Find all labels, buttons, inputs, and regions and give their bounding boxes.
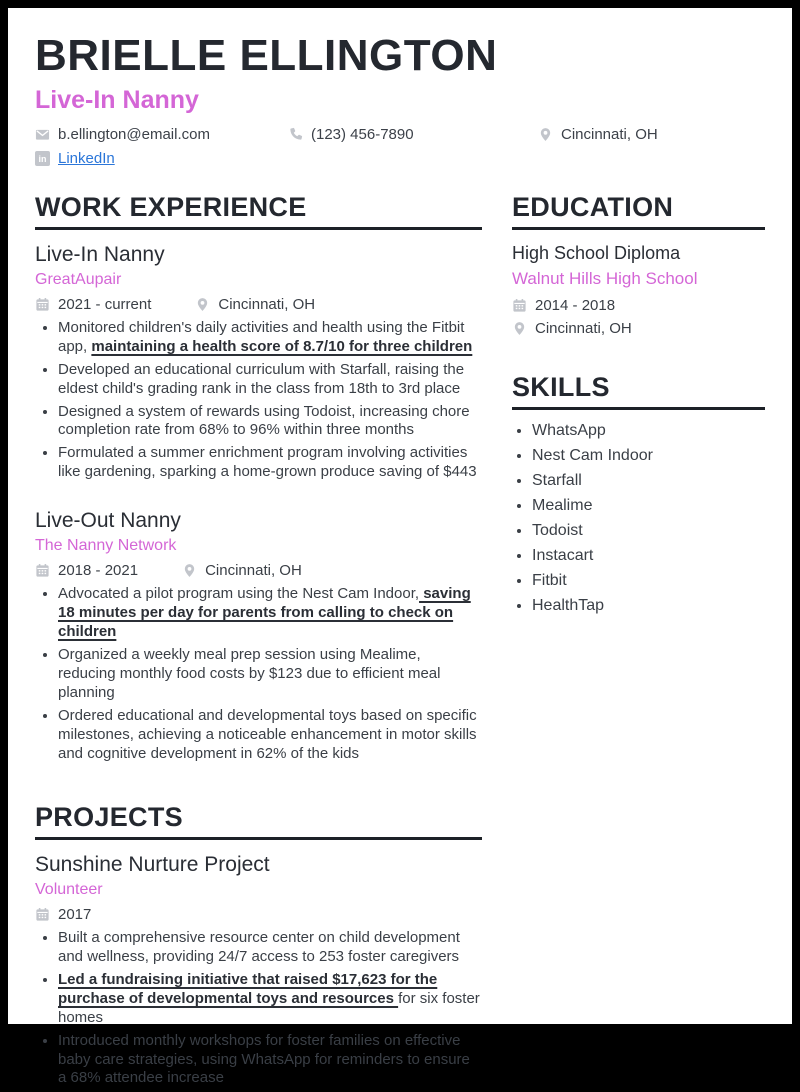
job-list	[35, 242, 482, 764]
project-bullets	[35, 929, 482, 1088]
education-meta	[512, 297, 765, 337]
job-location	[182, 562, 302, 579]
job-organization: GreatAupair	[35, 270, 122, 288]
contact-phone-text: (123) 456-7890	[311, 126, 414, 144]
bullet-highlight: maintaining a health score of 8.7/10 for three children	[91, 337, 473, 355]
bullet-text: Advocated a pilot program using the Nest Cam Indoor,	[58, 585, 420, 603]
education-school: Walnut Hills High School	[512, 269, 698, 289]
bullet-highlight: saving 18 minutes per day for parents from calling to check on children	[58, 585, 471, 641]
calendar-icon	[35, 907, 50, 922]
project-title: Sunshine Nurture Project	[35, 852, 270, 876]
skill-item: • Mealime	[532, 497, 765, 515]
contact-linkedin-text[interactable]: LinkedIn	[58, 150, 115, 168]
project-organization: Volunteer	[35, 881, 103, 899]
contact-email-text: b.ellington@email.com	[58, 126, 210, 144]
right-column	[512, 193, 765, 1092]
bullet-item	[58, 707, 482, 764]
education-degree: High School Diploma	[512, 242, 681, 263]
left-column	[35, 193, 482, 1092]
calendar-icon	[35, 563, 50, 578]
job-dates-text: 2018 - 2021	[58, 562, 139, 580]
bullet-item	[58, 319, 482, 357]
contact-location	[538, 126, 765, 143]
job-title: Live-In Nanny	[35, 242, 165, 266]
job-organization: The Nanny Network	[35, 537, 177, 555]
resume-header	[35, 31, 765, 168]
bullet-highlight: Led a fundraising initiative that raised $17,623 for the purchase of developmental toys and resources	[58, 970, 438, 1007]
job-location	[195, 296, 315, 313]
bullet-item	[58, 444, 482, 482]
bullet-text: Designed a system of rewards using Todoist, increasing chore completion rate from 68% to 96% within three months	[58, 402, 470, 439]
bullet-item	[58, 971, 482, 1028]
bullet-item	[58, 1032, 482, 1089]
education-location	[512, 320, 632, 337]
education-heading: EDUCATION	[512, 193, 765, 229]
education-dates-text: 2014 - 2018	[535, 297, 616, 315]
bullet-text: Monitored children's daily activities and health using the Fitbit app,	[58, 318, 465, 355]
education-section	[512, 193, 765, 337]
skill-item: • Fitbit	[532, 572, 765, 590]
bullet-text: for six foster homes	[58, 989, 480, 1026]
skill-item: • Starfall	[532, 472, 765, 490]
project-list	[35, 852, 482, 1089]
linkedin-icon: in	[35, 151, 50, 166]
job-meta	[35, 562, 482, 579]
contact-email	[35, 126, 288, 143]
resume-page	[8, 8, 792, 1087]
job-meta	[35, 296, 482, 313]
education-dates	[512, 297, 615, 314]
location-icon	[538, 127, 553, 142]
bullet-text: Introduced monthly workshops for foster families on effective baby care strategies, using WhatsApp for reminders to ensure a 68% attendee increase	[58, 1031, 470, 1087]
education-location-text: Cincinnati, OH	[535, 320, 632, 338]
bullet-item	[58, 646, 482, 703]
skills-heading: SKILLS	[512, 373, 765, 409]
skill-item: • Instacart	[532, 547, 765, 565]
location-icon	[512, 321, 527, 336]
job-dates-text: 2021 - current	[58, 295, 152, 313]
job-dates	[35, 296, 151, 313]
skill-item: • HealthTap	[532, 597, 765, 615]
contact-linkedin	[35, 150, 288, 167]
bullet-text: Ordered educational and developmental toys based on specific milestones, achieving a noticeable enhancement in motor skills and cognitive development in 62% of the kids	[58, 706, 477, 762]
bullet-text: Developed an educational curriculum with Starfall, raising the eldest child's grading rank in the class from 18th to 3rd place	[58, 360, 465, 397]
job-location-text: Cincinnati, OH	[218, 295, 316, 313]
job-dates	[35, 562, 138, 579]
job-bullets	[35, 585, 482, 763]
skill-item: • WhatsApp	[532, 422, 765, 440]
skill-item: • Todoist	[532, 522, 765, 540]
email-icon	[35, 127, 50, 142]
contact-location-text: Cincinnati, OH	[561, 126, 658, 144]
skill-item: • Nest Cam Indoor	[532, 447, 765, 465]
project-dates-text: 2017	[58, 906, 92, 924]
bullet-text: Organized a weekly meal prep session using Mealime, reducing monthly food costs by $123 due to efficient meal planning	[58, 646, 441, 701]
bullet-text: Built a comprehensive resource center on child development and wellness, providing 24/7 access to 253 foster caregivers	[58, 929, 460, 966]
candidate-job-title: Live-In Nanny	[35, 86, 199, 114]
phone-icon	[288, 127, 303, 142]
resume-body	[35, 193, 765, 1092]
contact-phone	[288, 126, 538, 143]
candidate-name: BRIELLE ELLINGTON	[35, 31, 498, 80]
project-dates	[35, 906, 91, 923]
job-bullets	[35, 319, 482, 482]
projects-heading: PROJECTS	[35, 803, 482, 839]
projects-section	[35, 803, 482, 1088]
skills-section	[512, 373, 765, 614]
contact-info	[35, 126, 765, 167]
location-icon	[182, 563, 197, 578]
job-title: Live-Out Nanny	[35, 509, 181, 533]
job-entry	[35, 508, 482, 763]
bullet-item	[58, 361, 482, 399]
location-icon	[195, 297, 210, 312]
project-entry	[35, 852, 482, 1089]
skills-list	[512, 422, 765, 615]
job-entry	[35, 242, 482, 483]
project-meta	[35, 906, 482, 923]
bullet-item	[58, 403, 482, 441]
work-experience-section	[35, 193, 482, 763]
calendar-icon	[35, 297, 50, 312]
work-experience-heading: WORK EXPERIENCE	[35, 193, 482, 229]
bullet-item	[58, 929, 482, 967]
calendar-icon	[512, 298, 527, 313]
job-location-text: Cincinnati, OH	[205, 562, 302, 580]
bullet-item	[58, 585, 482, 642]
bullet-text: Formulated a summer enrichment program involving activities like gardening, sparking a home-grown produce saving of $443	[58, 444, 477, 481]
